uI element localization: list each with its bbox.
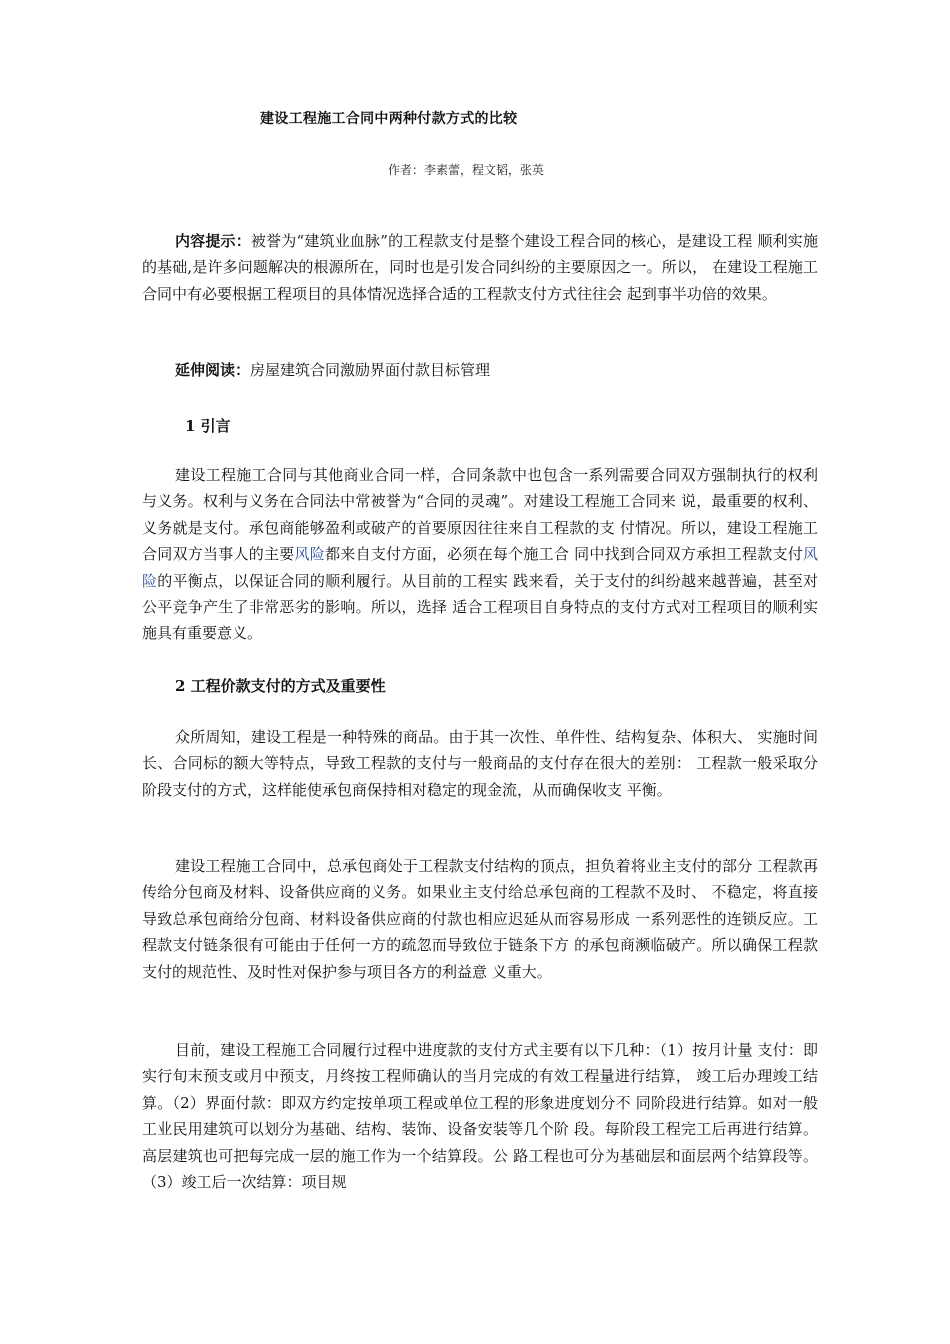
section-1-text-b: 都来自支付方面，必须在每个施工合 同中找到合同双方承担工程款支付 [325,545,803,564]
section-2-heading: 2 工程价款支付的方式及重要性 [175,677,386,695]
document-authors: 作者：李素蕾，程文韬，张英 [388,163,545,177]
document-title: 建设工程施工合同中两种付款方式的比较 [260,111,518,127]
extended-reading-label: 延伸阅读： [175,361,251,379]
extended-reading-text: 房屋建筑合同激励界面付款目标管理 [250,361,491,379]
summary-text: 被誉为“建筑业血脉”的工程款支付是整个建设工程合同的核心，是建设工程 顺利实施的基础,是许多问题解决的根源所在，同时也是引发合同纠纷的主要原因之一。所以， 在建设工程施工合同中有必要根据工程项目的具体情况选择合适的工程款支付方式往往会 起到事半功倍的效果。 [142,232,818,303]
section-1-heading: 1 引言 [185,417,231,435]
section-2-paragraph-3: 目前，建设工程施工合同履行过程中进度款的支付方式主要有以下几种：（1）按月计量 支付：即实行旬末预支或月中预支，月终按工程师确认的当月完成的有效工程量进行结算， 竣工后办理竣工结算。（2）界面付款：即双方约定按单项工程或单位工程的形象进度划分不 同阶段进行结算。如对一般工业民用建筑可以划分为基础、结构、装饰、设备安装等几个阶 段。每阶段工程完工后再进行结算。高层建筑也可把每完成一层的施工作为一个结算段。公 路工程也可分为基础层和面层两个结算段等。（3）竣工后一次结算：项目规 [142,1041,818,1192]
section-1-text-a: 建设工程施工合同与其他商业合同一样，合同条款中也包含一系列需要合同双方强制执行的权利与义务。权利与义务在合同法中常被誉为“合同的灵魂”。对建设工程施工合同来 说，最重要的权利、义务就是支付。承包商能够盈利或破产的首要原因往往来自工程款的支 付情况。所以，建设工程施工合同双方当事人的主要 [142,466,818,564]
section-1-text-c: 的平衡点，以保证合同的顺利履行。从目前的工程实 践来看，关于支付的纠纷越来越普遍，甚至对公平竞争产生了非常恶劣的影响。所以，选择 适合工程项目自身特点的支付方式对工程项目的顺利实施具有重要意义。 [142,571,818,643]
risk-link-2[interactable]: 风险 [142,545,818,590]
summary-label: 内容提示： [175,232,251,250]
extended-reading [175,357,490,383]
section-2-paragraph-2: 建设工程施工合同中，总承包商处于工程款支付结构的顶点，担负着将业主支付的部分 工程款再传给分包商及材料、设备供应商的义务。如果业主支付给总承包商的工程款不及时、 不稳定，将直接导致总承包商给分包商、材料设备供应商的付款也相应迟延从而容易形成 一系列恶性的连锁反应。工程款支付链条很有可能由于任何一方的疏忽而导致位于链条下方 的承包商濒临破产。所以确保工程款支付的规范性、及时性对保护参与项目各方的利益意 义重大。 [142,857,818,981]
risk-link-1[interactable]: 风险 [294,545,326,564]
summary-paragraph [142,228,818,307]
section-2-paragraph-1: 众所周知，建设工程是一种特殊的商品。由于其一次性、单件性、结构复杂、体积大、 实施时间长、合同标的额大等特点，导致工程款的支付与一般商品的支付存在很大的差别： 工程款一般采取分阶段支付的方式，这样能使承包商保持相对稳定的现金流，从而确保收支 平衡。 [142,728,818,799]
section-1-paragraph [142,462,818,647]
